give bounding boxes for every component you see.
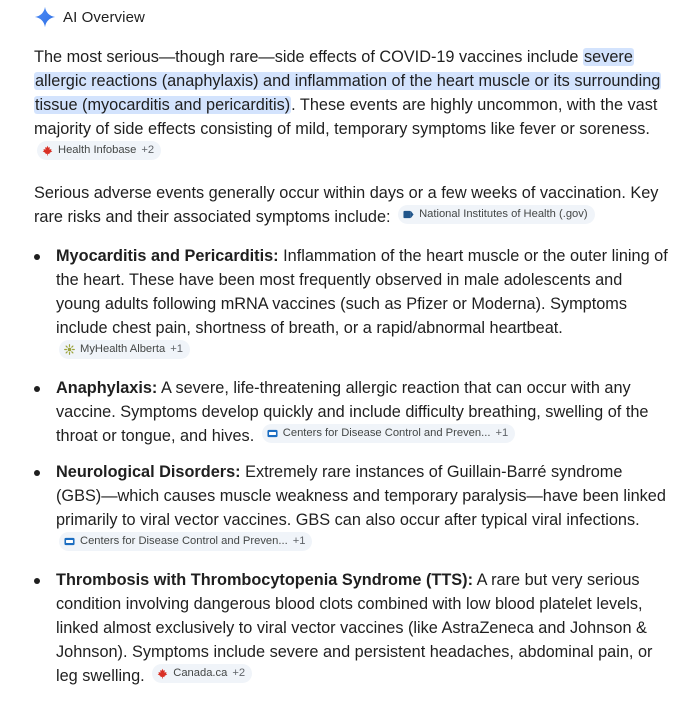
source-label: National Institutes of Health (.gov) xyxy=(419,208,588,220)
source-label: Health Infobase xyxy=(58,144,137,156)
list-item xyxy=(34,568,668,688)
item-body: A severe, life-threatening allergic reaction that can occur with any vaccine. Symptoms develop quickly and include difficulty breathing, swelling of the throat or tongue, and hives. xyxy=(56,379,649,445)
source-more-count: +1 xyxy=(292,535,306,547)
maple-leaf-icon xyxy=(42,145,53,156)
source-more-count: +2 xyxy=(232,667,246,679)
list-item xyxy=(34,460,668,556)
source-more-count: +1 xyxy=(495,427,509,439)
second-paragraph xyxy=(34,181,666,229)
source-chip-myhealth-alberta[interactable] xyxy=(59,340,190,359)
bullet xyxy=(34,386,40,392)
second-text: Serious adverse events generally occur within days or a few weeks of vaccination. Key rare risks and their associated symptoms include: xyxy=(34,184,659,226)
source-chip-health-infobase[interactable] xyxy=(37,141,161,160)
item-body: A rare but very serious condition involving dangerous blood clots combined with low blood platelet levels, linked almost exclusively to viral vector vaccines (like AstraZeneca and Johnson & Johnson). Symptoms include severe and persistent headaches, abdominal pain, or leg swelling. xyxy=(56,571,653,685)
source-label: Centers for Disease Control and Preven... xyxy=(282,427,491,439)
list-item xyxy=(34,244,668,364)
item-title: Thrombosis with Thrombocytopenia Syndrome (TTS): xyxy=(56,571,473,589)
bullet xyxy=(34,254,40,260)
item-title: Anaphylaxis: xyxy=(56,379,158,397)
intro-rest: . These events are highly uncommon, with the vast majority of side effects consisting of mild, temporary symptoms like fever or soreness. xyxy=(34,96,658,138)
bullet xyxy=(34,470,40,476)
source-label: Canada.ca xyxy=(173,667,228,679)
source-label: Centers for Disease Control and Preven... xyxy=(80,535,288,547)
list-item xyxy=(34,376,668,448)
source-chip-canada[interactable] xyxy=(152,664,252,683)
intro-paragraph xyxy=(34,45,666,165)
source-chip-cdc[interactable] xyxy=(59,532,312,551)
header-title: AI Overview xyxy=(63,8,145,26)
nih-icon xyxy=(403,209,414,220)
intro-lead: The most serious—though rare—side effects of COVID-19 vaccines include xyxy=(34,48,583,66)
bullet xyxy=(34,578,40,584)
source-label: MyHealth Alberta xyxy=(80,343,166,355)
item-title: Myocarditis and Pericarditis: xyxy=(56,247,279,265)
ai-overview-header xyxy=(34,6,145,28)
cdc-icon xyxy=(267,428,278,439)
sparkle-icon xyxy=(34,6,56,28)
item-body: Inflammation of the heart muscle or the outer lining of the heart. These have been most frequently observed in male adolescents and young adults following mRNA vaccines (such as Pfizer or Moderna). Symptoms include chest pain, shortness of breath, or a rapid/abnormal heartbeat. xyxy=(56,247,668,337)
item-body: Extremely rare instances of Guillain-Barré syndrome (GBS)—which causes muscle weakness and temporary paralysis—have been linked primarily to viral vector vaccines. GBS can also occur after typical viral infections. xyxy=(56,463,666,529)
myhealth-icon xyxy=(64,344,75,355)
intro-highlight: severe allergic reactions (anaphylaxis) and inflammation of the heart muscle or its surrounding tissue (myocarditis and pericarditis) xyxy=(35,48,661,114)
source-more-count: +2 xyxy=(141,144,155,156)
source-more-count: +1 xyxy=(170,343,183,355)
source-chip-nih[interactable] xyxy=(398,205,595,224)
item-title: Neurological Disorders: xyxy=(56,463,241,481)
cdc-icon xyxy=(64,536,75,547)
maple-leaf-icon xyxy=(157,668,168,679)
source-chip-cdc[interactable] xyxy=(262,424,515,443)
